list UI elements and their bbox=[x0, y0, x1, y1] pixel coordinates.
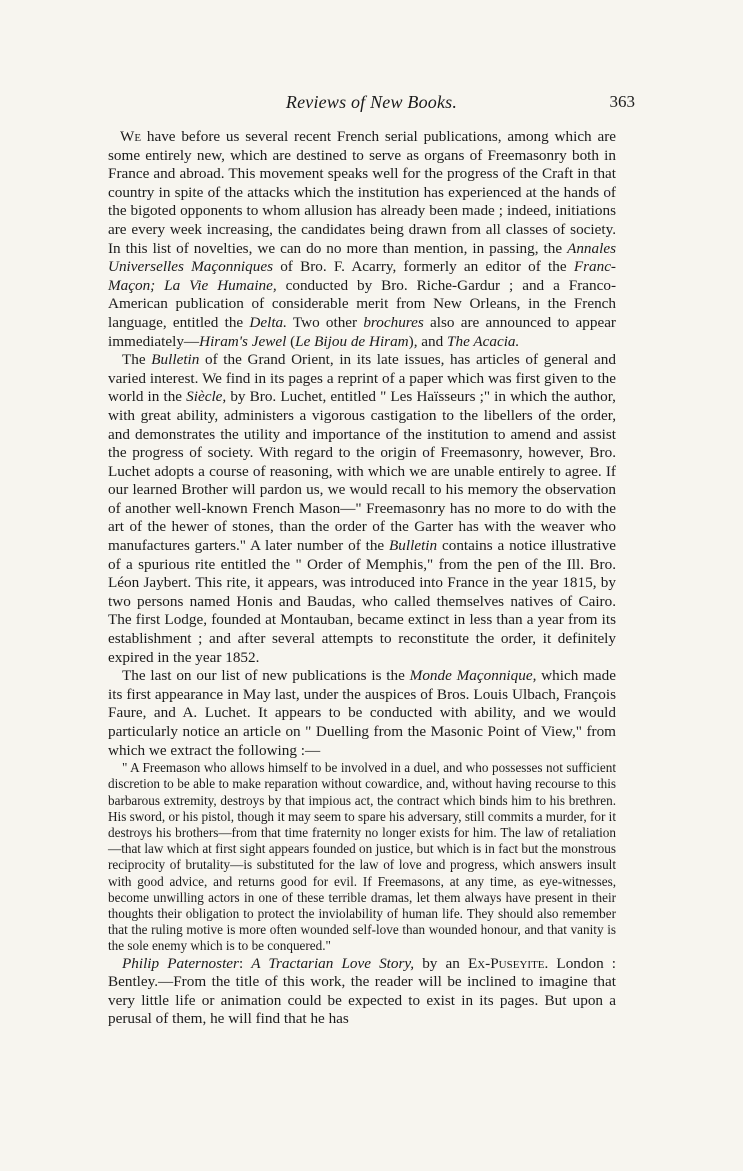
body-text bbox=[108, 128, 616, 1029]
page-number: 363 bbox=[609, 92, 635, 111]
review-title: Philip Paternoster bbox=[122, 954, 239, 972]
page-header bbox=[108, 92, 635, 116]
running-title: Reviews of New Books. bbox=[285, 92, 458, 112]
paragraph-french-publications: We have before us several recent French serial publications, among which are some entirely new, which are destined to serve as organs of Freemasonry both in France and abroad. This movement speaks well for the progress of the Craft in that country in spite of the attacks which the institution has experienced at the hands of the bigoted opponents to whom allusion has already been made ; indeed, initiations are every week increasing, the candidates being drawn from all classes of society. In this list of novelties, we can do no more than mention, in passing, the Annales Universelles Maçonniques of Bro. F. Acarry, formerly an editor of the Franc-Maçon; La Vie Humaine, conducted by Bro. Riche-Gardur ; and a Franco-American publication of considerable merit from New Orleans, in the French language, entitled the Delta. Two other brochures also are announced to appear immediately—Hiram's Jewel (Le Bijou de Hiram), and The Acacia. bbox=[108, 128, 617, 350]
drop-lead: We bbox=[120, 128, 142, 145]
review-subtitle: A Tractarian Love Story, bbox=[251, 954, 415, 972]
block-quote: " A Freemason who allows himself to be involved in a duel, and who possesses not sufficient discretion to be able to make reparation without cowardice, and, without having recourse to this barbarous extremity, destroys by that impious act, the contract which binds him to his brethren. His sword, or his pistol, though it may seem to spare his adversary, still commits a murder, for it destroys his brothers—from that time fraternity no longer exists for him. The law of retaliation—that law which at first sight appears founded on justice, but which is in fact but the monstrous reciprocity of brutality—is substituted for the law of love and progress, which answers insult with good advice, and returns good for evil. If Freemasons, at any time, as eye-witnesses, become unwilling actors in one of these terrible dramas, let them always have present in their thoughts their obligation to protect the inviolability of human life. They should also remember that the ruling motive is more often wounded self-love than wounded honour, and that vanity is the sole enemy which is to be conquered." bbox=[108, 760, 616, 954]
paragraph-bulletin: The Bulletin of the Grand Orient, in its late issues, has articles of general and varied interest. We find in its pages a reprint of a paper which was first given to the world in the Siècle, by Bro. Luchet, entitled " Les Haïsseurs ;" in which the author, with great ability, administers a vigorous castigation to the libellers of the order, and demonstrates the utility and importance of the institution to amend and assist the progress of society. With regard to the origin of Freemasonry, however, Bro. Luchet adopts a course of reasoning, with which we are unable entirely to agree. If our learned Brother will pardon us, we would recall to his memory the observation of another well-known French Mason—" Freemasonry has no more to do with the art of the hewer of stones, than the order of the Garter has with the weaver who manufactures garters." A later number of the Bulletin contains a notice illustrative of a spurious rite entitled the " Order of Memphis," from the pen of the Ill. Bro. Léon Jaybert. This rite, it appears, was introduced into France in the year 1815, by two persons named Honis and Baudas, who called themselves natives of Cairo. The first Lodge, founded at Montauban, became extinct in less than a year from its establishment ; and after several attempts to reconstitute the order, it definitely expired in the year 1852. bbox=[108, 351, 616, 666]
paragraph-monde-maconnique: The last on our list of new publications is the Monde Maçonnique, which made its first appearance in May last, under the auspices of Bros. Louis Ulbach, François Faure, and A. Luchet. It appears to be conducted with ability, and we would particularly notice an article on " Duelling from the Masonic Point of View," from which we extract the following :— bbox=[108, 667, 616, 759]
review-author: Ex-Puseyite. bbox=[467, 954, 549, 972]
paragraph-review: Philip Paternoster: A Tractarian Love Story, by an Ex-Puseyite. London : Bentley.—From the title of this work, the reader will be inclined to imagine that very little life or animation could be expected to exist in its pages. But upon a perusal of them, he will find that he has bbox=[108, 954, 616, 1028]
